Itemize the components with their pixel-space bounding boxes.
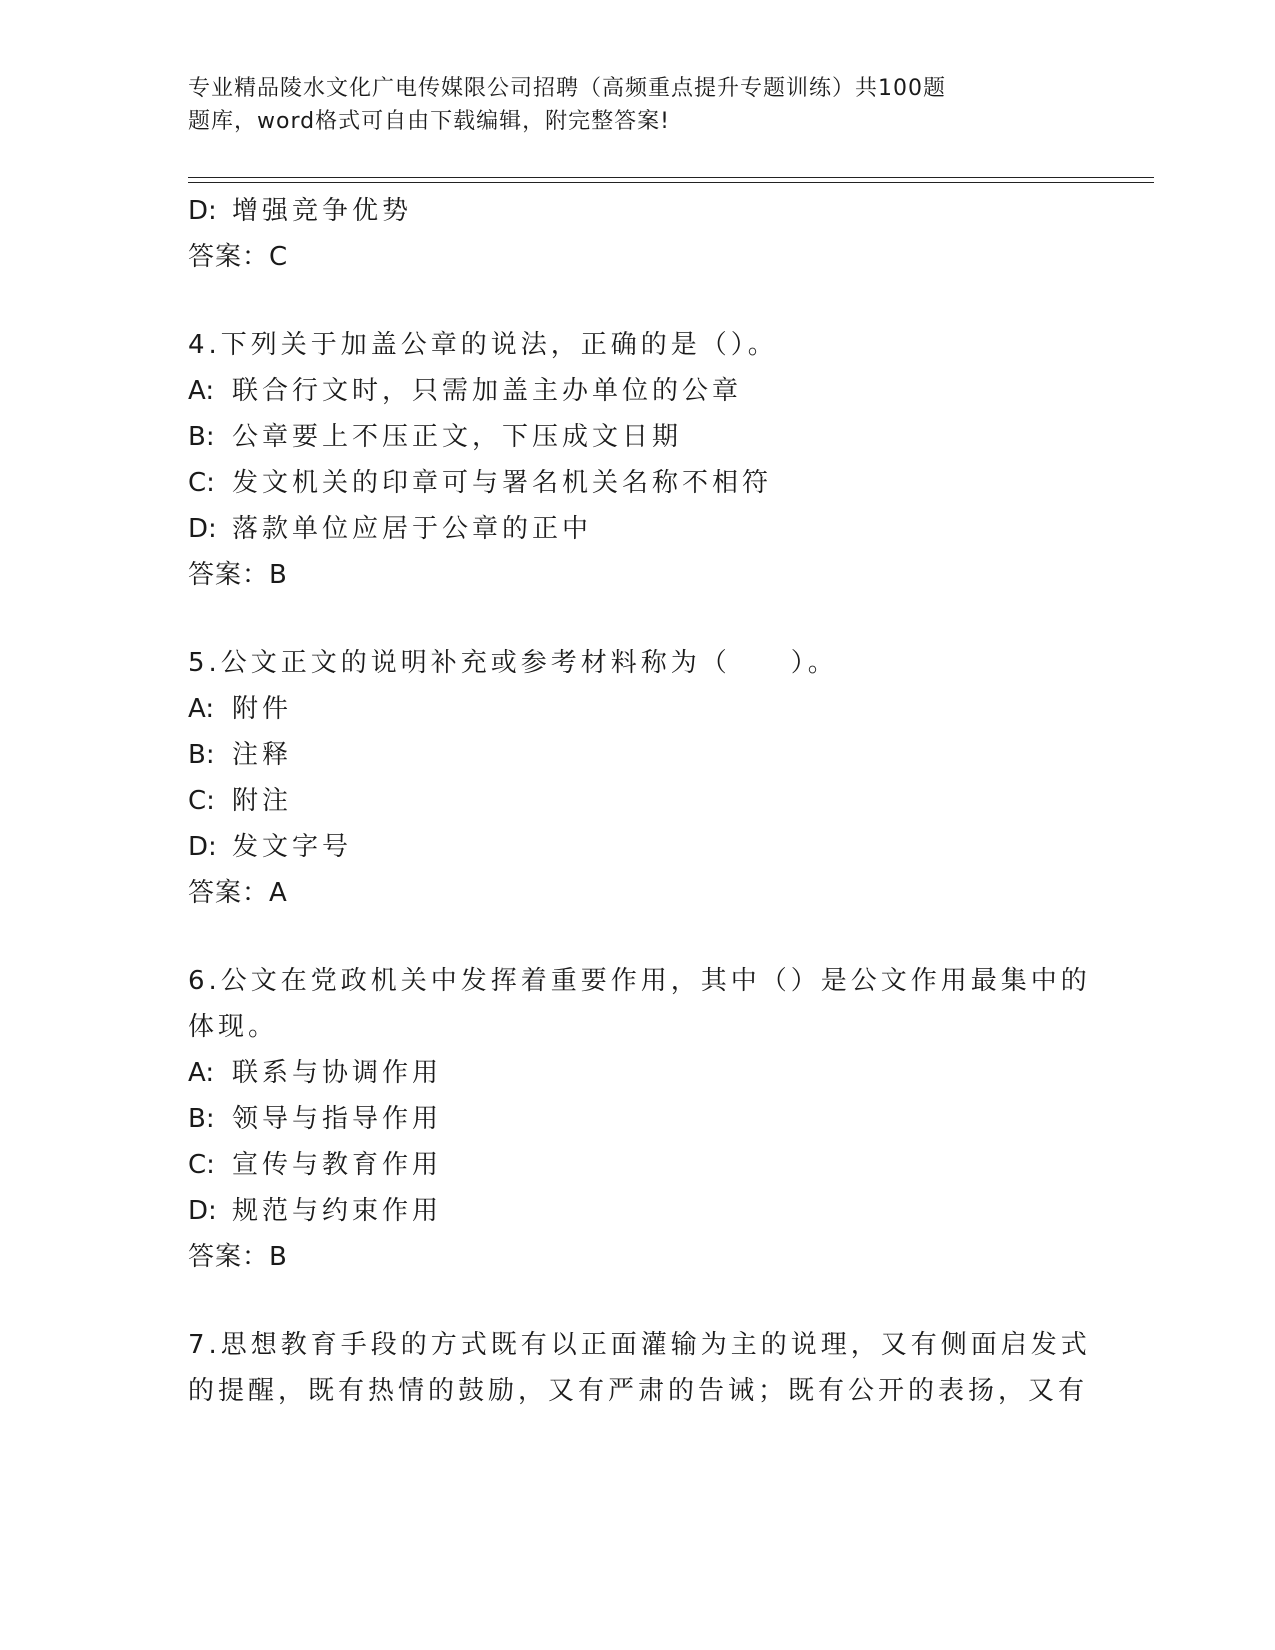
spacer	[188, 1280, 1088, 1322]
option-d	[188, 506, 1088, 552]
answer-line: 答案：B	[188, 560, 288, 590]
option-text: 附注	[232, 786, 293, 816]
answer-line: 答案：C	[188, 242, 289, 272]
option-key: A:	[188, 376, 215, 406]
option-text: 规范与约束作用	[232, 1196, 443, 1226]
option-text: 落款单位应居于公章的正中	[232, 514, 593, 544]
document-header	[188, 72, 1018, 138]
spacer	[188, 598, 1088, 640]
option-text: 联系与协调作用	[232, 1058, 443, 1088]
option-key: B:	[188, 422, 215, 452]
option-text: 发文字号	[232, 832, 353, 862]
option-key: D:	[188, 514, 217, 544]
option-key: C:	[188, 786, 215, 816]
option-c	[188, 1142, 1088, 1188]
header-divider-top	[188, 177, 1154, 178]
question-stem-line-1: 7.思想教育手段的方式既有以正面灌输为主的说理，又有侧面启发式	[188, 1330, 1091, 1360]
option-key: B:	[188, 740, 215, 770]
option-text: 公章要上不压正文，下压成文日期	[232, 422, 683, 452]
option-key: B:	[188, 1104, 215, 1134]
answer-line: 答案：A	[188, 878, 288, 908]
answer-line: 答案：B	[188, 1242, 288, 1272]
question-stem-line-1: 6.公文在党政机关中发挥着重要作用，其中（）是公文作用最集中的	[188, 966, 1091, 996]
header-title-line-2: 题库，word格式可自由下载编辑，附完整答案!	[188, 109, 670, 134]
option-a	[188, 368, 1088, 414]
question-stem: 4.下列关于加盖公章的说法，正确的是（）。	[188, 330, 778, 360]
option-text: 增强竞争优势	[232, 196, 413, 226]
option-key: C:	[188, 468, 215, 498]
option-c	[188, 460, 1088, 506]
option-d	[188, 824, 1088, 870]
spacer	[188, 916, 1088, 958]
option-text: 附件	[232, 694, 293, 724]
option-key: D:	[188, 832, 217, 862]
option-text: 宣传与教育作用	[232, 1150, 443, 1180]
question-stem-line-2: 体现。	[188, 1012, 279, 1042]
option-b	[188, 732, 1088, 778]
option-text: 发文机关的印章可与署名机关名称不相符	[232, 468, 773, 498]
option-d	[188, 188, 1088, 234]
option-text: 联合行文时，只需加盖主办单位的公章	[232, 376, 743, 406]
option-d	[188, 1188, 1088, 1234]
question-stem: 5.公文正文的说明补充或参考材料称为（ ）。	[188, 648, 838, 678]
option-key: A:	[188, 1058, 215, 1088]
option-key: A:	[188, 694, 215, 724]
option-c	[188, 778, 1088, 824]
option-key: D:	[188, 196, 217, 226]
option-key: C:	[188, 1150, 215, 1180]
option-key: D:	[188, 1196, 217, 1226]
spacer	[188, 280, 1088, 322]
header-divider-bottom	[188, 182, 1154, 183]
option-text: 注释	[232, 740, 293, 770]
option-b	[188, 414, 1088, 460]
header-title-line-1: 专业精品陵水文化广电传媒限公司招聘（高频重点提升专题训练）共100题	[188, 76, 946, 101]
question-stem-line-2: 的提醒，既有热情的鼓励，又有严肃的告诫；既有公开的表扬，又有	[188, 1376, 1089, 1406]
option-a	[188, 686, 1088, 732]
question-list	[188, 188, 1091, 1414]
option-text: 领导与指导作用	[232, 1104, 443, 1134]
option-b	[188, 1096, 1088, 1142]
option-a	[188, 1050, 1088, 1096]
